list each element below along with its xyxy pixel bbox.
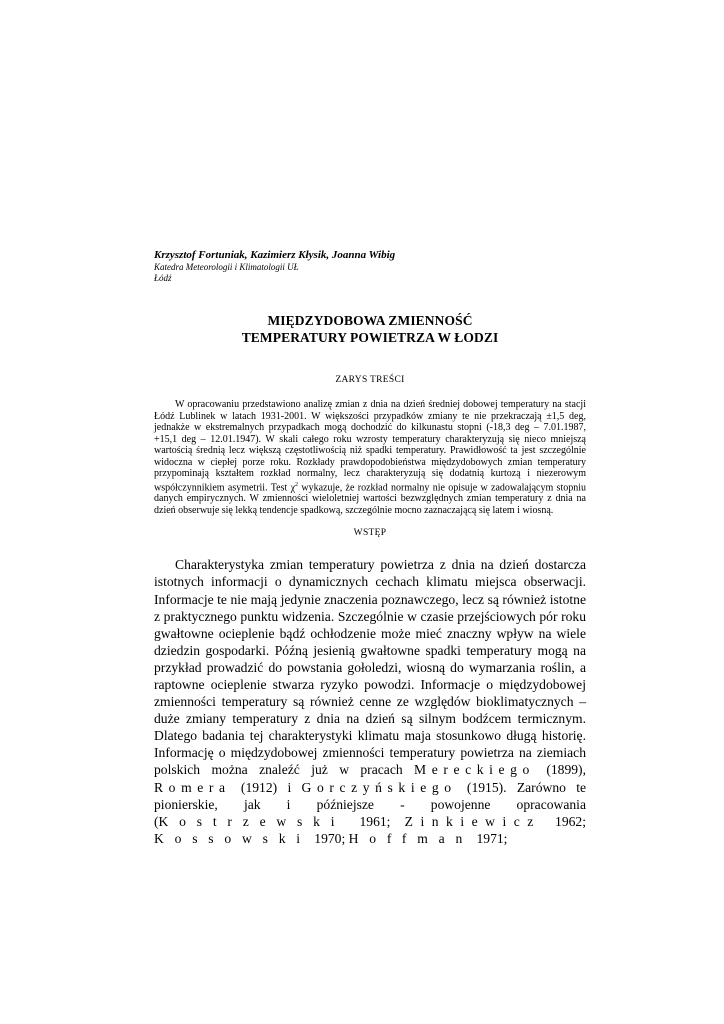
intro-text-3: (1912) i <box>230 779 302 795</box>
cited-author: Gorczyńskiego <box>301 779 457 795</box>
abstract-text-part2: wykazuje, że rozkład normalny nie opisuje w zadowalającym stopniu danych empirycznych. W zmienności wieloletniej wartości bezwzględnych zmian temperatury z dnia na dzień obserwuje się lekką tendencje spadkową, szczególnie mocno zaznaczającą się latem i wiosną. <box>154 481 586 516</box>
cited-author: Kostrzewski <box>158 813 346 829</box>
affiliation-department: Katedra Meteorologii i Klimatologii UŁ <box>154 262 299 272</box>
intro-text-4: (1915). Zarówno te pionierskie, jak i późniejsze - powojenne opracowania ( <box>154 779 587 829</box>
intro-text-7: 1970; <box>310 830 349 846</box>
cited-author: Mereckiego <box>414 762 535 778</box>
cited-author: Hoffman <box>348 830 474 846</box>
title-line-1: MIĘDZYDOBOWA ZMIENNOŚĆ <box>267 313 473 328</box>
intro-paragraph <box>154 556 586 847</box>
chi-exponent: 2 <box>295 481 299 488</box>
paper-page <box>154 248 586 861</box>
author-list: Krzysztof Fortuniak, Kazimierz Kłysik, Joanna Wibig <box>154 249 396 261</box>
intro-text-2: (1899), <box>534 762 586 778</box>
chi-symbol: χ <box>290 481 296 493</box>
cited-author: Zinkiewicz <box>404 813 541 829</box>
abstract-text-part1: W opracowaniu przedstawiono analizę zmian z dnia na dzień średniej dobowej temperatury na stacji Łódź Lublinek w latach 1931-2001. W większości przypadków zmiany te nie przekraczają ±1,5 deg, jednakże w ekstremalnych przypadkach mogą dochodzić do kilkunastu stopni (-18,3 deg – 7.01.1987, +15,1 deg – 12.01.1947). W skali całego roku wzrosty temperatury charakteryzują się nieco mniejszą wartością średnią lecz większą częstotliwością niż spadki temperatury. Prawidłowość ta jest szczególnie widoczna w ciepłej porze roku. Rozkłady prawdopodobieństwa międzydobowych zmian temperatury przypominają kształtem rozkład normalny, lecz charakteryzują się dodatnią kurtozą i niezerowym współczynnikiem asymetrii. Test <box>154 399 586 493</box>
intro-text-6: 1962; <box>540 813 586 829</box>
intro-heading: WSTĘP <box>353 528 387 539</box>
intro-text-8: 1971; <box>473 830 508 846</box>
intro-text-1: Charakterystyka zmian temperatury powietrza z dnia na dzień dostarcza istotnych informacji o dynamicznych cechach klimatu miejsca obserwacji. Informacje te nie mają jedynie znaczenia poznawczego, lecz są również istotne z praktycznego punktu widzenia. Szczególnie w czasie przejściowych pór roku gwałtowne ocieplenie bądź ochłodzenie może mieć znaczny wpływ na wiele dziedzin gospodarki. Późną jesienią gwałtowne spadki temperatury mogą na przykład prowadzić do powstania gołoledzi, wiosną do wymarzania roślin, a raptowne ocieplenie stwarza ryzyko powodzi. Informacje o międzydobowej zmienności temperatury są również cenne ze względów bioklimatycznych – duże zmiany temperatury z dnia na dzień są silnym bodźcem termicznym. Dlatego badania tej charakterystyki klimatu maja stosunkowo długą historię. Informację o międzydobowej zmienności temperatury powietrza na ziemiach polskich można znaleźć już w pracach <box>154 557 586 778</box>
cited-author: Romera <box>154 779 231 795</box>
affiliation-city: Łódź <box>154 273 172 283</box>
abstract-heading: ZARYS TREŚCI <box>335 375 405 385</box>
paper-title <box>154 312 586 346</box>
title-line-2: TEMPERATURY POWIETRZA W ŁODZI <box>241 330 499 345</box>
cited-author: Kossowski <box>154 830 311 846</box>
abstract-text <box>154 399 586 516</box>
intro-text-5: 1961; <box>345 813 405 829</box>
